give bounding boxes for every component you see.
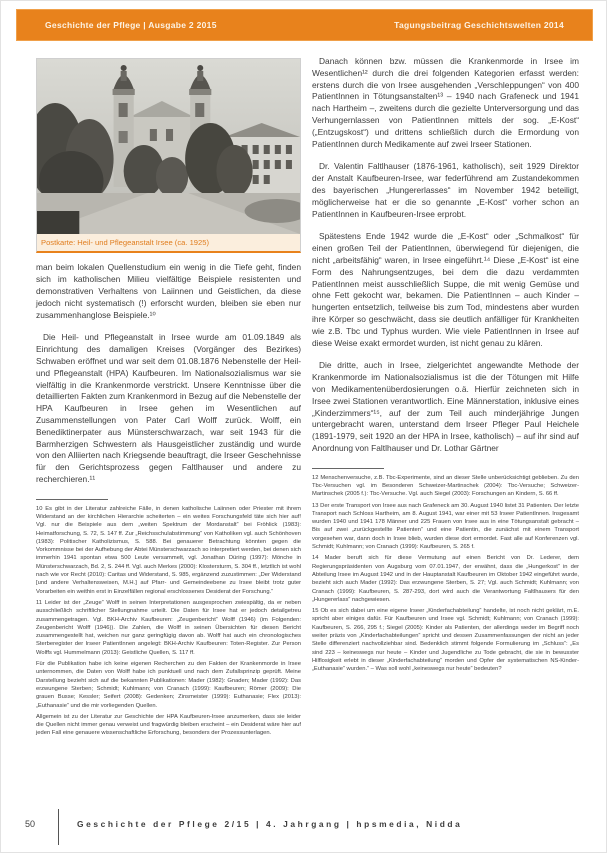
footnote-11: 11 Leider ist der „Zeuge“ Wolff in seinen Interpretationen ausgesprochen zwiespältig, da er neben ausschließlich schriftlicher Stellungnahme urteilt. Die Daten für Irsee hat er jedoch detailgetreu zusammengetragen. Vgl. BKH-Archiv Kaufbeuren: „Zeugenbericht“ Wolff (1946) (im Folgenden: Zeugenbericht Wolff (1946)). Die Zahlen, die Wolff in seinen Übersichten für diesen Bericht zusammengestellt hat, weichen nur ganz geringfügig davon ab. Wolff hat auch ein chronologisches Sterberegister der Irseer PatientInnen angelegt: BKH-Archiv Kaufbeuren: Toten-Register. Zur Person Wolffs vgl. Hummelmann (2013): Geistliche Quellen, S. 117 ff. xyxy=(36,599,301,656)
footnote-13: 13 Der erste Transport von Irsee aus nach Grafeneck am 30. August 1940 listet 31 Patienten. Der letzte Transport nach Schloss Hartheim, am 8. August 1941, war einer mit 53 Irseer PatientInnen. Insgesamt wurden 1940 und 1941 178 Männer und 225 Frauen von Irsee aus in eine Tötungsanstalt gebracht – Bis auf zwei „zurückgestellte Patienten“ und eine Patientin, die zunächst mit einem Transport vorgesehen war, dann doch in Irsee blieb, wurden diese dort ermordet. Fast alle auf Konferenzen vgl. Schmidt; Kuhlmann; von Cranach (1999): Kaufbeuren, S. 265 f. xyxy=(312,502,579,551)
footnote-separator xyxy=(312,468,384,469)
footnote-15: 15 Ob es sich dabei um eine eigene Irseer „Kinderfachabteilung“ handelte, ist noch nicht geklärt, m.E. spricht aber einiges dafür. Für Kaufbeuren und Irsee vgl. Schmidt; Kuhlmann; von Cranach (1999): Kaufbeuren, S. 266, 295 f.; Siegel (2005): Kinder als Patienten, der allerdings weder im Begriff noch weiter präzis von „Kinderfachabteilungen“ spricht und dessen Zusammenfassungen der nicht an jeder Stelle differenziert nachvollziehbar sind. Bedenklich stimmt folgende Formulierung im „Schluss“: „Es sind 223 – keineswegs nur heute – Kinder und Jugendliche zu Tode gebracht, die sie in bewusster Hilflosigkeit erlebt in dieser „Kinderfachabteilung“ morden und Opfer der systematischen NS-Kinder-„Euthanasie“ wurden.“ – Was soll wohl „keineswegs nur heute“ bedeuten? xyxy=(312,608,579,673)
page-header xyxy=(16,9,593,41)
postcard-photo xyxy=(37,59,300,234)
footnote-10: 10 Es gibt in der Literatur zahlreiche Fälle, in denen katholische Laiinnen oder Priester mit ihrem Widerstand an der kirchlichen Hierarchie scheiterten – ein weites Forschungsfeld täte sich hier auf! Vgl. nur die Beispiele aus dem „weiten Spektrum der Mordanstalt“ bei Fröhlick (1983): Heimatforschung, S. 72, S. 147 ff. Zur „Reichsschulabstimmung“ von Katholiken vgl. auch Schönhoven (1983): Politischer Katholizismus, S. 588. Bei genauerer Betrachtung könnten gegen die Vorkommnisse bei der Aufhebung der Abtei Münsterschwarzach so interpretiert werden, bei denen sich immerhin 1941 spontan etwa 500 Leute versammelt, vgl. Jonathan Düring (1997): Mönche in Münsterschwarzach, Bd. 2, S. 244 ff. Vgl. auch Merkes (2000): Klostersturm, S. 304 ff., letztlich ist wohl nach wie vor Recht (2010): Caritas und Widerstand, S. 985, ergänzend zuzustimmen: „Der Widerstand [und andere Verhaltensweisen, M.H.] auf Pfarr- und Gemeindeebene zu Irsee bleibt trotz guter Vorarbeiten ein weithin erst in Einzelfällen regional erschlossenes Desiderat der Forschung.“ xyxy=(36,505,301,595)
body-paragraph: Die dritte, auch in Irsee, zielgerichtet angewandte Methode der Krankenmorde im Nationalsozialismus ist die der Tötungen mit Hilfe von Medikamentenüberdosierungen o.ä. Hierfür zeichneten sich in Irsee zwei Stationen verantwortlich. Eine Männerstation, inklusive eines „Kinderzimmers“¹⁵, auf der zum Teil auch minderjährige Jungen untergebracht waren, unterstand dem Irseer Pfleger Paul Heichele (1891-1979, seit 1920 an der HPA in Irsee, katholisch) – auf ihr sind auf Anordnung von Faltlhauser und Dr. Lothar Gärtner xyxy=(312,360,579,453)
footnote-11-continued: Allgemein ist zu der Literatur zur Geschichte der HPA Kaufbeuren-Irsee anzumerken, dass sie leider die Quellen nicht immer genau verweist und fragwürdig bleiben erscheint – ein Desiderat wäre hier auf jeden Fall eine genauere wissenschaftliche Erforschung, besonders der Prozessunterlagen. xyxy=(36,713,301,737)
body-paragraph: Dr. Valentin Faltlhauser (1876-1961, katholisch), seit 1929 Direktor der Anstalt Kaufbeuren-Irsee, war federführend am Zustandekommen des bayerischen „Hungererlasses“ im November 1942 beteiligt, möglicherweise hat er die so genannte „E-Kost“ vorher schon an PatientInnen in Kaufbeuren-Irsee erprobt. xyxy=(312,161,579,219)
body-paragraph: Die Heil- und Pflegeanstalt in Irsee wurde am 01.09.1849 als Einrichtung des damaligen Kreises (Vorgänger des Bezirkes) Schwaben eröffnet und war seit dem 01.08.1876 Nebenstelle der Heil- und Pflegeanstalt (HPA) Kaufbeuren. Im Nationalsozialismus war sie vielfältig in die Krankenmorde verstrickt. Unsere Kenntnisse über die detaillierten Fakten zum Krankenmord in Bezug auf die Nebenstelle der HPA Kaufbeuren in Irsee gehen im Wesentlichen auf Zusammenstellungen von Pater Carl Wolff zurück. Wolff, ein Benediktinerpater aus Münsterschwarzach, war seit 1943 für die Barmherzigen Schwestern als Hausgeistlicher zuständig und wurde von den Alliierten nach Kriegsende beauftragt, die Irseer Geschehnisse für den Gerichtsprozess gegen Faltlhauser und andere zu recherchieren.¹¹ xyxy=(36,332,301,484)
body-paragraph: Spätestens Ende 1942 wurde die „E-Kost“ oder „Schmalkost“ für einen großen Teil der PatientInnen, überwiegend für diejenigen, die nicht „arbeitsfähig“ waren, in Irsee eingeführt.¹⁴ Diese „E-Kost“ ist eine Form des Nahrungsentzuges, bei dem die dazu verdammten PatientInnen meist ausschließlich Suppe, die mit wenig Gemüse und ohne Fett gekocht war, bekamen. Die PatientInnen – auch Kinder – hungerten entsetzlich, teilweise bis zum Tod, mindestens aber wurden ihre Körper so geschwächt, dass sie deutlich anfälliger für Krankheiten wie z.B. Tbc und Typhus wurden. Wie viele PatientInnen in Irsee auf diese Weise exakt ermordet wurden, ist nicht genau zu klären. xyxy=(312,231,579,348)
footer-divider xyxy=(58,809,59,845)
footnote-12: 12 Menschenversuche, z.B. Tbc-Experimente, sind an dieser Stelle unberücksichtigt geblieben. Zu den Tbc-Versuchen vgl. im Besonderen Schweizer-Martinschek (2004): Tbc-Versuche; Schweizer-Martinschek (2005 f.): Tbc-Versuche. Vgl. auch Siegel (2003): Forschungen an Kindern, S. 66 ff. xyxy=(312,474,579,498)
monastery-photo-illustration xyxy=(37,59,300,234)
footnote-separator xyxy=(36,499,108,500)
footnote-14: 14 Mader beruft sich für diese Vermutung auf einen Bericht von Dr. Lederer, dem Regierungspräsidenten von Augsburg vom 07.01.1947, der erwähnt, dass die „Hungerkost“ in der Abteilung Irsee im August 1942 und in der Hauptanstalt Kaufbeuren im Oktober 1942 eingeführt wurde, bezieht sich auch Mader (1992): Das erzwungene Sterben, S. 27; Vgl. auch Schmidt; Kuhlmann; von Cranach (1999): Kaufbeuren, S. 287-293, dort wird auch die Verantwortung Faltlhausers für den „Hungererlass“ nachgewiesen. xyxy=(312,555,579,603)
right-column xyxy=(312,56,579,677)
page-number: 50 xyxy=(25,819,36,829)
footnote-11-continued: Für die Publikation habe ich keine eigenen Recherchen zu den Fakten der Krankenmorde in Irsee unternommen, die Daten von Wolff habe ich punktuell und nach dem Zufallsprinzip geprüft. Meine Darstellung bezieht sich auf die bekannten Publikationen: Mader (1982): Gnaden; Mader (1992): Das erzwungene Sterben; Schmidt; Kuhlmann; von Cranach (1999): Kaufbeuren; Römer (2009): Die grauen Busse; Kessler; Seifert (2008): Gedenken; Zinsmeister (1999): Euthanasie; Flex (2013): „Euthanasie“ und die mir vorliegenden Quellen. xyxy=(36,661,301,709)
page-footer xyxy=(1,807,607,847)
header-journal-title: Geschichte der Pflege | Ausgabe 2 2015 xyxy=(45,20,217,30)
figure-caption: Postkarte: Heil- und Pflegeanstalt Irsee (ca. 1925) xyxy=(37,234,300,251)
body-paragraph: Danach können bzw. müssen die Krankenmorde in Irsee im Wesentlichen¹² durch die drei folgenden Kategorien erfasst werden: erstens durch die von Irsee ausgehenden „Verschleppungen“ von 400 PatientInnen in Tötungsanstalten¹³ – 1940 nach Grafeneck und 1941 nach Hartheim –, zweitens durch die gezielte Unterversorgung und das Verhungernlassen von PatientInnen mittels der sog. „E-Kost“ („Entzugskost“) und drittens schließlich durch die Ermordung von PatientInnen durch Medikamente auf zwei Irseer Stationen. xyxy=(312,56,579,149)
figure-postcard xyxy=(36,58,301,253)
header-article-type: Tagungsbeitrag Geschichtswelten 2014 xyxy=(394,20,564,30)
body-paragraph: man beim lokalen Quellenstudium ein wenig in die Tiefe geht, finden sich im katholischen Milieu vielfältige Beispiele resistenten und demonstrativen Verhaltens von Laiinnen und Geistlichen, da diese jedoch nicht systematisch (!) erforscht wurden, bleiben sie eben nur zusammenhanglose Beispiele.¹⁰ xyxy=(36,262,301,320)
footer-journal-line: Geschichte der Pflege 2/15 | 4. Jahrgang | hpsmedia, Nidda xyxy=(77,819,463,829)
left-column xyxy=(36,58,301,741)
